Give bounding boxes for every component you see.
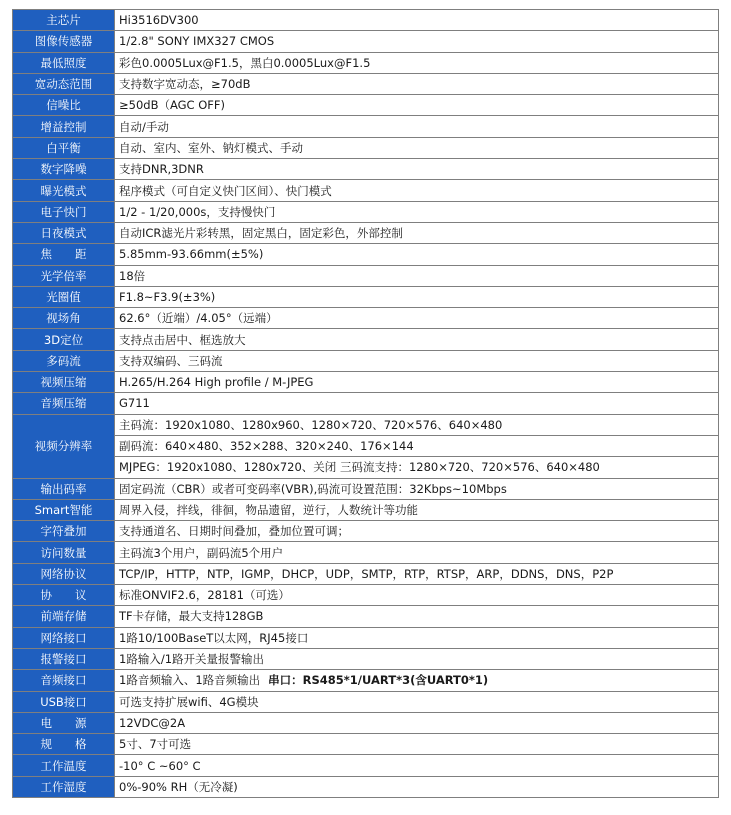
spec-value-cell [115,244,719,265]
spec-value-cell [115,350,719,371]
spec-row [13,670,719,691]
spec-label: 数字降噪 [13,159,115,180]
spec-extra-value: 串口：RS485*1/UART*3(含UART0*1) [268,673,489,688]
spec-label: 视频压缩 [13,372,115,393]
spec-label: 前端存储 [13,606,115,627]
spec-label: 电 源 [13,712,115,733]
spec-row [13,73,719,94]
spec-row [13,265,719,286]
spec-row [13,606,719,627]
spec-value: 程序模式（可自定义快门区间）、快门模式 [119,183,332,198]
spec-value: -10° C ~60° C [119,758,201,773]
spec-value: MJPEG：1920x1080、1280x720、关闭 三码流支持：1280×720、720×576、640×480 [119,460,600,475]
spec-label: 视场角 [13,308,115,329]
spec-value-cell [115,670,719,691]
spec-value-cell [115,393,719,414]
spec-row [13,10,719,31]
spec-value: H.265/H.264 High profile / M-JPEG [119,375,314,390]
spec-value-cell [115,627,719,648]
spec-value: 周界入侵，拌线，徘徊，物品遗留，逆行，人数统计等功能 [119,502,418,517]
spec-label: 输出码率 [13,478,115,499]
spec-row [13,499,719,520]
spec-row [13,372,719,393]
spec-value-cell [115,286,719,307]
spec-value: 1路输入/1路开关量报警输出 [119,652,265,667]
spec-label: 报警接口 [13,648,115,669]
spec-label: 网络协议 [13,563,115,584]
spec-row [13,691,719,712]
spec-row [13,159,719,180]
spec-value: 固定码流（CBR）或者可变码率(VBR),码流可设置范围：32Kbps~10Mbps [119,481,507,496]
spec-value-cell [115,521,719,542]
spec-value-cell [115,159,719,180]
spec-value: 自动、室内、室外、钠灯模式、手动 [119,140,303,155]
spec-value: 支持数字宽动态，≥70dB [119,77,251,92]
spec-value-cell [115,414,719,435]
spec-row [13,286,719,307]
spec-row [13,542,719,563]
spec-table [12,9,719,798]
spec-value: 支持双编码、三码流 [119,353,223,368]
spec-value: 0%-90% RH（无冷凝) [119,779,238,794]
spec-row [13,137,719,158]
spec-label: 信噪比 [13,95,115,116]
spec-value: 副码流：640×480、352×288、320×240、176×144 [119,439,414,454]
spec-label: Smart智能 [13,499,115,520]
spec-value: 1/2 - 1/20,000s，支持慢快门 [119,204,276,219]
spec-row [13,585,719,606]
spec-value-cell [115,372,719,393]
spec-label: 增益控制 [13,116,115,137]
spec-label: 焦 距 [13,244,115,265]
spec-value-cell [115,308,719,329]
spec-value: 62.6°（近端）/4.05°（远端） [119,311,278,326]
spec-value-cell [115,137,719,158]
spec-row [13,563,719,584]
spec-label: 访问数量 [13,542,115,563]
spec-label: 工作湿度 [13,776,115,797]
spec-value-cell [115,457,719,478]
spec-row [13,457,719,478]
spec-label: 光圈值 [13,286,115,307]
spec-value: 18倍 [119,268,146,283]
spec-value: 1路音频输入、1路音频输出 [119,673,261,688]
spec-value-cell [115,478,719,499]
spec-label: 视频分辨率 [13,414,115,478]
spec-row [13,414,719,435]
spec-row [13,308,719,329]
spec-value-cell [115,222,719,243]
spec-value-cell [115,31,719,52]
spec-label: 最低照度 [13,52,115,73]
spec-value: 自动/手动 [119,119,169,134]
spec-value-cell [115,648,719,669]
spec-row [13,393,719,414]
spec-value-cell [115,52,719,73]
spec-row [13,712,719,733]
spec-value-cell [115,95,719,116]
spec-label: 工作温度 [13,755,115,776]
spec-value: 支持通道名、日期时间叠加，叠加位置可调； [119,524,349,539]
spec-label: 规 格 [13,734,115,755]
spec-value-cell [115,73,719,94]
spec-label: 多码流 [13,350,115,371]
spec-value-cell [115,691,719,712]
spec-value: 支持点击居中、框选放大 [119,332,246,347]
spec-value-cell [115,755,719,776]
spec-label: 主芯片 [13,10,115,31]
spec-value: Hi3516DV300 [119,13,199,28]
spec-value-cell [115,734,719,755]
spec-label: 3D定位 [13,329,115,350]
spec-label: 电子快门 [13,201,115,222]
spec-value-cell [115,329,719,350]
spec-value: 1路10/100BaseT以太网，RJ45接口 [119,630,309,645]
spec-value-cell [115,712,719,733]
spec-row [13,222,719,243]
spec-label: 音频压缩 [13,393,115,414]
spec-row [13,116,719,137]
spec-value-cell [115,499,719,520]
spec-label: 字符叠加 [13,521,115,542]
spec-label: USB接口 [13,691,115,712]
spec-value-cell [115,776,719,797]
spec-value: 自动ICR滤光片彩转黑，固定黑白，固定彩色，外部控制 [119,226,403,241]
spec-row [13,478,719,499]
spec-value: F1.8~F3.9(±3%) [119,290,216,304]
spec-row [13,435,719,456]
spec-value: ≥50dB（AGC OFF) [119,98,225,113]
spec-row [13,244,719,265]
spec-value: TF卡存储，最大支持128GB [119,609,264,624]
spec-value-cell [115,435,719,456]
spec-value: 5.85mm-93.66mm(±5%) [119,247,264,262]
spec-value-cell [115,201,719,222]
spec-value: 1/2.8" SONY IMX327 CMOS [119,34,275,49]
spec-value: 支持DNR,3DNR [119,162,204,177]
spec-value-cell [115,265,719,286]
spec-row [13,734,719,755]
spec-row [13,95,719,116]
spec-value-cell [115,116,719,137]
spec-value: 标准ONVIF2.6，28181（可选） [119,588,290,603]
spec-row [13,201,719,222]
spec-row [13,627,719,648]
spec-label: 光学倍率 [13,265,115,286]
spec-table-body [13,10,719,798]
spec-row [13,648,719,669]
spec-value: 12VDC@2A [119,715,186,730]
spec-value: 主码流3个用户，副码流5个用户 [119,545,284,560]
spec-row [13,31,719,52]
spec-value: 主码流：1920x1080、1280x960、1280×720、720×576、640×480 [119,417,503,432]
spec-label: 音频接口 [13,670,115,691]
spec-value-cell [115,180,719,201]
spec-row [13,52,719,73]
spec-value-cell [115,606,719,627]
spec-label: 图像传感器 [13,31,115,52]
spec-value: 彩色0.0005Lux@F1.5，黑白0.0005Lux@F1.5 [119,55,371,70]
spec-label: 协 议 [13,585,115,606]
spec-label: 日夜模式 [13,222,115,243]
spec-label: 白平衡 [13,137,115,158]
spec-row [13,180,719,201]
spec-value: TCP/IP，HTTP，NTP，IGMP，DHCP，UDP，SMTP，RTP，RTSP，ARP，DDNS，DNS，P2P [119,566,614,581]
spec-value-cell [115,10,719,31]
spec-label: 宽动态范围 [13,73,115,94]
spec-value: G711 [119,396,150,411]
spec-value: 5寸、7寸可选 [119,737,192,752]
spec-row [13,755,719,776]
spec-row [13,350,719,371]
spec-value-cell [115,563,719,584]
spec-row [13,329,719,350]
spec-label: 网络接口 [13,627,115,648]
spec-row [13,521,719,542]
spec-row [13,776,719,797]
spec-value: 可选支持扩展wifi、4G模块 [119,694,259,709]
spec-label: 曝光模式 [13,180,115,201]
spec-value-cell [115,542,719,563]
spec-value-cell [115,585,719,606]
